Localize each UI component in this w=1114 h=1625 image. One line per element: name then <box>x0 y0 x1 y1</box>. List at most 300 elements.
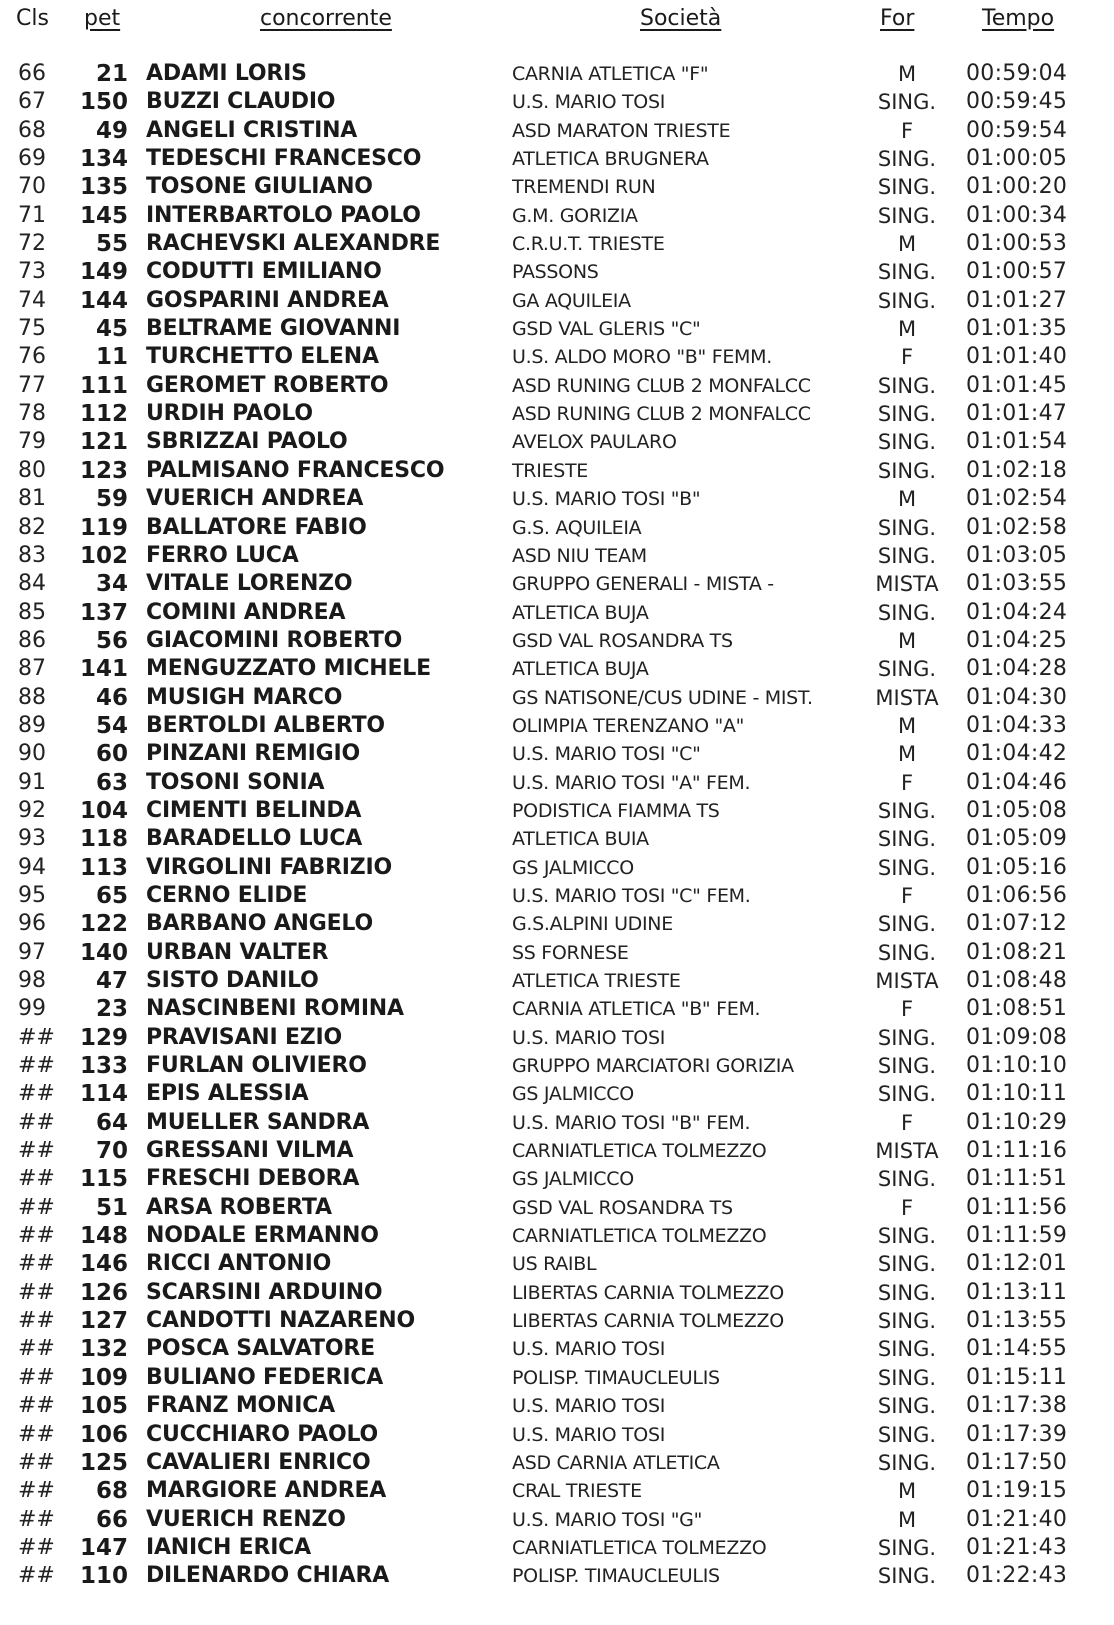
table-row <box>0 1109 1114 1137</box>
row-name: URBAN VALTER <box>146 939 329 965</box>
table-row <box>0 1222 1114 1250</box>
row-name: TURCHETTO ELENA <box>146 344 379 370</box>
table-row <box>0 1449 1114 1477</box>
row-for: SING. <box>877 515 937 540</box>
row-for: SING. <box>877 203 937 228</box>
table-row <box>0 315 1114 343</box>
header-tempo: Tempo <box>982 6 1055 31</box>
table-row <box>0 627 1114 655</box>
row-name: FURLAN OLIVIERO <box>146 1053 367 1079</box>
row-for: SING. <box>877 373 937 398</box>
row-pet: 126 <box>79 1279 128 1306</box>
row-societa: GSD VAL ROSANDRA TS <box>512 629 733 652</box>
row-pet: 70 <box>95 1138 128 1165</box>
row-name: NASCINBENI ROMINA <box>146 996 404 1022</box>
row-cls: ## <box>18 1308 55 1334</box>
row-pet: 132 <box>79 1336 128 1363</box>
table-row <box>0 457 1114 485</box>
table-row <box>0 995 1114 1023</box>
row-tempo: 01:02:58 <box>966 514 1068 540</box>
row-tempo: 01:05:16 <box>966 854 1068 880</box>
row-societa: GS JALMICCO <box>512 1168 634 1191</box>
row-cls: 71 <box>18 202 46 228</box>
table-row <box>0 712 1114 740</box>
table-row <box>0 1392 1114 1420</box>
row-cls: ## <box>18 1251 55 1277</box>
row-pet: 122 <box>79 911 128 938</box>
row-cls: ## <box>18 1534 55 1560</box>
row-tempo: 01:09:08 <box>966 1024 1068 1050</box>
table-row <box>0 939 1114 967</box>
row-pet: 63 <box>95 769 128 796</box>
row-pet: 141 <box>79 656 128 683</box>
row-cls: ## <box>18 1024 55 1050</box>
row-societa: U.S. ALDO MORO "B" FEMM. <box>512 346 772 369</box>
row-cls: 75 <box>18 316 46 342</box>
row-pet: 146 <box>79 1251 128 1278</box>
row-for: SING. <box>877 260 937 285</box>
row-pet: 51 <box>95 1194 128 1221</box>
row-tempo: 01:08:51 <box>966 996 1068 1022</box>
row-name: FERRO LUCA <box>146 542 299 568</box>
row-for: SING. <box>877 1535 937 1560</box>
table-row <box>0 1279 1114 1307</box>
row-for: F <box>900 345 914 370</box>
row-for: M <box>897 232 917 257</box>
row-name: ANGELI CRISTINA <box>146 117 358 143</box>
row-tempo: 01:13:55 <box>966 1308 1068 1334</box>
table-row <box>0 1307 1114 1335</box>
row-cls: 83 <box>18 542 46 568</box>
row-tempo: 01:08:21 <box>966 939 1068 965</box>
row-name: EPIS ALESSIA <box>146 1081 309 1107</box>
row-tempo: 00:59:54 <box>966 117 1068 143</box>
row-for: M <box>897 742 917 767</box>
table-row <box>0 428 1114 456</box>
row-tempo: 01:15:11 <box>966 1364 1068 1390</box>
row-for: SING. <box>877 827 937 852</box>
row-tempo: 01:05:09 <box>966 826 1068 852</box>
row-for: SING. <box>877 912 937 937</box>
table-row <box>0 1534 1114 1562</box>
row-tempo: 00:59:45 <box>966 89 1068 115</box>
row-for: M <box>897 713 917 738</box>
row-societa: GSD VAL GLERIS "C" <box>512 318 701 341</box>
table-row <box>0 1421 1114 1449</box>
row-tempo: 01:04:25 <box>966 627 1068 653</box>
row-name: GRESSANI VILMA <box>146 1138 354 1164</box>
row-societa: PODISTICA FIAMMA TS <box>512 799 720 822</box>
table-row <box>0 1137 1114 1165</box>
row-for: MISTA <box>875 685 939 710</box>
row-for: F <box>900 770 914 795</box>
row-tempo: 01:01:45 <box>966 372 1068 398</box>
row-pet: 133 <box>79 1053 128 1080</box>
row-societa: US RAIBL <box>512 1253 597 1276</box>
row-name: BERTOLDI ALBERTO <box>146 712 385 738</box>
row-name: TEDESCHI FRANCESCO <box>146 146 422 172</box>
row-societa: C.R.U.T. TRIESTE <box>512 233 665 256</box>
row-societa: U.S. MARIO TOSI <box>512 1395 666 1418</box>
row-societa: U.S. MARIO TOSI "A" FEM. <box>512 771 751 794</box>
row-societa: U.S. MARIO TOSI <box>512 1423 666 1446</box>
table-row <box>0 1024 1114 1052</box>
table-row <box>0 230 1114 258</box>
row-cls: 95 <box>18 882 46 908</box>
row-name: NODALE ERMANNO <box>146 1223 379 1249</box>
row-tempo: 01:11:56 <box>966 1194 1068 1220</box>
row-cls: 70 <box>18 174 46 200</box>
row-name: FRANZ MONICA <box>146 1393 335 1419</box>
row-cls: 89 <box>18 712 46 738</box>
row-societa: TRIESTE <box>512 459 588 482</box>
row-societa: U.S. MARIO TOSI "B" FEM. <box>512 1111 751 1134</box>
row-cls: 73 <box>18 259 46 285</box>
row-for: SING. <box>877 288 937 313</box>
row-tempo: 01:05:08 <box>966 797 1068 823</box>
row-name: CODUTTI EMILIANO <box>146 259 382 285</box>
row-pet: 11 <box>95 344 128 371</box>
row-pet: 148 <box>79 1223 128 1250</box>
row-societa: G.S. AQUILEIA <box>512 516 642 539</box>
header-concorrente: concorrente <box>260 6 392 31</box>
row-societa: CARNIATLETICA TOLMEZZO <box>512 1140 767 1163</box>
row-societa: U.S. MARIO TOSI <box>512 91 666 114</box>
row-name: BARADELLO LUCA <box>146 826 363 852</box>
table-row <box>0 1165 1114 1193</box>
row-pet: 121 <box>79 429 128 456</box>
row-for: F <box>900 1195 914 1220</box>
row-pet: 66 <box>95 1506 128 1533</box>
row-pet: 129 <box>79 1024 128 1051</box>
row-pet: 118 <box>79 826 128 853</box>
row-for: F <box>900 118 914 143</box>
row-tempo: 01:21:43 <box>966 1534 1068 1560</box>
row-for: SING. <box>877 1167 937 1192</box>
row-for: SING. <box>877 855 937 880</box>
row-pet: 55 <box>95 231 128 258</box>
row-pet: 119 <box>79 514 128 541</box>
row-tempo: 01:04:28 <box>966 656 1068 682</box>
table-row <box>0 740 1114 768</box>
row-societa: ATLETICA TRIESTE <box>512 970 681 992</box>
row-cls: ## <box>18 1194 55 1220</box>
row-pet: 135 <box>79 174 128 201</box>
row-name: BARBANO ANGELO <box>146 911 373 937</box>
row-name: SBRIZZAI PAOLO <box>146 429 348 455</box>
table-row <box>0 684 1114 712</box>
row-tempo: 01:14:55 <box>966 1336 1068 1362</box>
row-societa: ATLETICA BRUGNERA <box>512 148 709 171</box>
row-for: SING. <box>877 940 937 965</box>
row-societa: ATLETICA BUJA <box>512 601 649 624</box>
table-row <box>0 882 1114 910</box>
row-societa: SS FORNESE <box>512 941 629 964</box>
row-pet: 145 <box>79 202 128 229</box>
row-pet: 106 <box>79 1421 128 1448</box>
table-row <box>0 1250 1114 1278</box>
row-cls: 93 <box>18 826 46 852</box>
row-tempo: 01:01:54 <box>966 429 1068 455</box>
table-row <box>0 258 1114 286</box>
row-tempo: 01:02:18 <box>966 457 1068 483</box>
row-name: INTERBARTOLO PAOLO <box>146 202 421 228</box>
row-pet: 54 <box>95 712 128 739</box>
row-pet: 104 <box>79 797 128 824</box>
row-tempo: 01:10:11 <box>966 1081 1068 1107</box>
row-cls: 66 <box>18 61 46 86</box>
row-cls: 68 <box>18 117 46 143</box>
row-societa: GRUPPO GENERALI - MISTA - <box>512 573 774 596</box>
row-tempo: 01:04:42 <box>966 741 1068 767</box>
row-pet: 49 <box>95 117 128 144</box>
row-pet: 34 <box>95 571 128 598</box>
row-for: SING. <box>877 90 937 115</box>
row-name: BULIANO FEDERICA <box>146 1364 384 1390</box>
row-pet: 59 <box>95 486 128 513</box>
row-cls: 72 <box>18 231 46 257</box>
row-cls: 74 <box>18 287 46 313</box>
row-for: M <box>897 1507 917 1532</box>
row-cls: 69 <box>18 146 46 172</box>
row-name: BELTRAME GIOVANNI <box>146 316 401 342</box>
row-societa: CRAL TRIESTE <box>512 1480 642 1503</box>
row-societa: U.S. MARIO TOSI <box>512 1026 666 1049</box>
row-name: IANICH ERICA <box>146 1534 311 1560</box>
row-societa: U.S. MARIO TOSI "B" <box>512 488 701 511</box>
row-pet: 140 <box>79 939 128 966</box>
row-tempo: 01:00:53 <box>966 231 1068 257</box>
row-name: MARGIORE ANDREA <box>146 1478 387 1504</box>
row-name: VUERICH RENZO <box>146 1506 346 1532</box>
row-cls: 85 <box>18 599 46 625</box>
table-row <box>0 1335 1114 1363</box>
table-row <box>0 542 1114 570</box>
row-tempo: 01:00:20 <box>966 174 1068 200</box>
row-pet: 65 <box>95 882 128 909</box>
row-name: GOSPARINI ANDREA <box>146 287 389 313</box>
table-row <box>0 825 1114 853</box>
row-societa: U.S. MARIO TOSI "C" <box>512 743 701 766</box>
row-tempo: 01:21:40 <box>966 1506 1068 1532</box>
row-societa: ASD CARNIA ATLETICA <box>512 1451 720 1474</box>
table-row <box>0 769 1114 797</box>
row-cls: 81 <box>18 486 46 512</box>
row-societa: U.S. MARIO TOSI "C" FEM. <box>512 884 751 907</box>
row-name: MENGUZZATO MICHELE <box>146 656 431 682</box>
row-for: SING. <box>877 798 937 823</box>
row-name: CAVALIERI ENRICO <box>146 1449 371 1475</box>
row-tempo: 01:17:38 <box>966 1393 1068 1419</box>
row-cls: 84 <box>18 571 46 597</box>
row-for: F <box>900 883 914 908</box>
row-tempo: 01:10:10 <box>966 1053 1068 1079</box>
table-row <box>0 1562 1114 1590</box>
row-tempo: 01:01:35 <box>966 316 1068 342</box>
row-cls: 96 <box>18 911 46 937</box>
row-for: SING. <box>877 147 937 172</box>
table-row <box>0 1080 1114 1108</box>
row-pet: 125 <box>79 1449 128 1476</box>
row-tempo: 01:00:57 <box>966 259 1068 285</box>
row-for: F <box>900 997 914 1022</box>
row-pet: 114 <box>79 1081 128 1108</box>
row-for: SING. <box>877 1280 937 1305</box>
row-pet: 102 <box>79 542 128 569</box>
row-pet: 56 <box>95 627 128 654</box>
row-pet: 46 <box>95 684 128 711</box>
table-row <box>0 343 1114 371</box>
row-tempo: 01:10:29 <box>966 1109 1068 1135</box>
table-row <box>0 655 1114 683</box>
row-pet: 110 <box>79 1563 128 1590</box>
row-tempo: 01:01:40 <box>966 344 1068 370</box>
row-societa: U.S. MARIO TOSI "G" <box>512 1508 703 1531</box>
row-name: MUSIGH MARCO <box>146 684 343 710</box>
row-tempo: 01:17:39 <box>966 1421 1068 1447</box>
row-name: TOSONE GIULIANO <box>146 174 373 200</box>
row-cls: 90 <box>18 741 46 767</box>
row-name: BUZZI CLAUDIO <box>146 89 336 115</box>
row-societa: TREMENDI RUN <box>512 176 656 199</box>
row-for: M <box>897 487 917 512</box>
row-for: M <box>897 628 917 653</box>
row-name: PALMISANO FRANCESCO <box>146 457 445 483</box>
row-pet: 149 <box>79 259 128 286</box>
row-pet: 45 <box>95 316 128 343</box>
row-for: SING. <box>877 1394 937 1419</box>
row-name: SCARSINI ARDUINO <box>146 1279 383 1305</box>
table-row <box>0 287 1114 315</box>
row-name: TOSONI SONIA <box>146 769 325 795</box>
row-pet: 21 <box>95 61 128 87</box>
row-societa: GSD VAL ROSANDRA TS <box>512 1196 733 1219</box>
row-tempo: 01:04:33 <box>966 712 1068 738</box>
row-for: SING. <box>877 657 937 682</box>
row-for: SING. <box>877 458 937 483</box>
row-societa: GRUPPO MARCIATORI GORIZIA <box>512 1055 794 1078</box>
row-societa: U.S. MARIO TOSI <box>512 1338 666 1361</box>
table-row <box>0 1477 1114 1505</box>
row-societa: ATLETICA BUIA <box>512 828 649 851</box>
row-pet: 23 <box>95 996 128 1023</box>
row-for: MISTA <box>875 1139 939 1164</box>
row-for: SING. <box>877 1224 937 1249</box>
row-pet: 115 <box>79 1166 128 1193</box>
row-cls: ## <box>18 1364 55 1390</box>
row-societa: CARNIA ATLETICA "B" FEM. <box>512 998 761 1021</box>
row-cls: 98 <box>18 968 46 993</box>
row-for: SING. <box>877 1450 937 1475</box>
row-tempo: 01:00:05 <box>966 146 1068 172</box>
row-tempo: 01:01:47 <box>966 401 1068 427</box>
row-for: SING. <box>877 600 937 625</box>
row-pet: 109 <box>79 1364 128 1391</box>
row-pet: 134 <box>79 146 128 173</box>
header-cls: Cls <box>16 6 49 31</box>
row-cls: ## <box>18 1279 55 1305</box>
row-pet: 123 <box>79 457 128 484</box>
header-societa: Società <box>640 6 722 31</box>
row-name: VUERICH ANDREA <box>146 486 364 512</box>
table-row <box>0 910 1114 938</box>
row-societa: LIBERTAS CARNIA TOLMEZZO <box>512 1281 784 1304</box>
row-societa: POLISP. TIMAUCLEULIS <box>512 1565 720 1588</box>
row-for: SING. <box>877 1252 937 1277</box>
row-cls: 80 <box>18 457 46 483</box>
row-name: CUCCHIARO PAOLO <box>146 1421 378 1447</box>
row-cls: ## <box>18 1166 55 1192</box>
row-name: PRAVISANI EZIO <box>146 1024 343 1050</box>
row-pet: 60 <box>95 741 128 768</box>
row-cls: 77 <box>18 372 46 398</box>
row-pet: 64 <box>95 1109 128 1136</box>
row-name: MUELLER SANDRA <box>146 1109 370 1135</box>
row-name: FRESCHI DEBORA <box>146 1166 360 1192</box>
row-tempo: 01:11:16 <box>966 1138 1068 1164</box>
row-societa: LIBERTAS CARNIA TOLMEZZO <box>512 1310 784 1333</box>
row-societa: ASD RUNING CLUB 2 MONFALCC <box>512 403 811 426</box>
row-tempo: 01:19:15 <box>966 1478 1068 1504</box>
results-table <box>0 60 1114 1591</box>
row-cls: ## <box>18 1478 55 1504</box>
row-cls: 87 <box>18 656 46 682</box>
row-cls: ## <box>18 1109 55 1135</box>
row-name: ARSA ROBERTA <box>146 1194 332 1220</box>
row-for: SING. <box>877 1337 937 1362</box>
row-for: MISTA <box>875 969 939 993</box>
row-societa: CARNIATLETICA TOLMEZZO <box>512 1225 767 1248</box>
row-cls: ## <box>18 1053 55 1079</box>
row-cls: ## <box>18 1336 55 1362</box>
row-for: SING. <box>877 1054 937 1079</box>
row-cls: 97 <box>18 939 46 965</box>
row-tempo: 01:04:30 <box>966 684 1068 710</box>
row-tempo: 01:02:54 <box>966 486 1068 512</box>
header-pet: pet <box>84 6 121 31</box>
table-row <box>0 372 1114 400</box>
row-name: VIRGOLINI FABRIZIO <box>146 854 393 880</box>
row-cls: 94 <box>18 854 46 880</box>
row-for: SING. <box>877 1082 937 1107</box>
row-name: URDIH PAOLO <box>146 401 313 427</box>
table-row <box>0 145 1114 173</box>
row-for: SING. <box>877 1365 937 1390</box>
row-for: MISTA <box>875 572 939 597</box>
row-cls: ## <box>18 1449 55 1475</box>
row-tempo: 01:13:11 <box>966 1279 1068 1305</box>
row-societa: GA AQUILEIA <box>512 289 631 312</box>
table-row <box>0 514 1114 542</box>
row-societa: GS JALMICCO <box>512 1083 634 1106</box>
row-for: SING. <box>877 430 937 455</box>
table-row <box>0 1364 1114 1392</box>
row-societa: GS NATISONE/CUS UDINE - MIST. <box>512 686 813 709</box>
row-pet: 68 <box>95 1478 128 1505</box>
row-tempo: 01:08:48 <box>966 968 1068 993</box>
table-row <box>0 854 1114 882</box>
row-cls: 79 <box>18 429 46 455</box>
table-row <box>0 570 1114 598</box>
row-for: F <box>900 1110 914 1135</box>
row-pet: 113 <box>79 854 128 881</box>
row-cls: 86 <box>18 627 46 653</box>
row-tempo: 01:03:55 <box>966 571 1068 597</box>
row-name: CANDOTTI NAZARENO <box>146 1308 416 1334</box>
table-row <box>0 202 1114 230</box>
row-societa: GS JALMICCO <box>512 856 634 879</box>
row-pet: 105 <box>79 1393 128 1420</box>
